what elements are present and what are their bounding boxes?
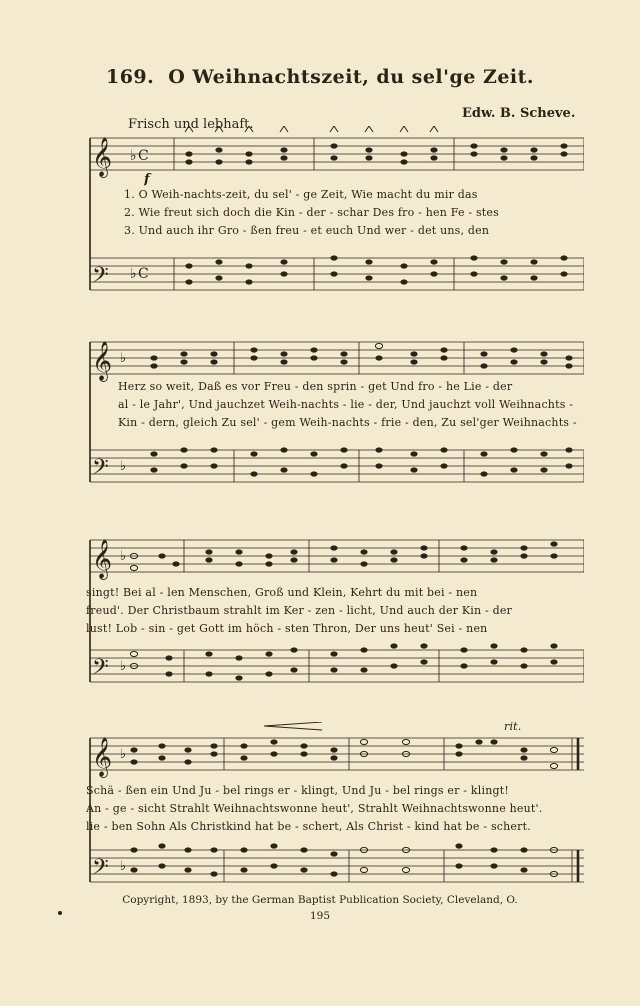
svg-text:♭: ♭ (130, 266, 137, 282)
svg-text:𝄞: 𝄞 (92, 737, 113, 777)
svg-text:C: C (138, 266, 149, 282)
lyric-line-2: An - ge - sicht Strahlt Weihnachtswonne heut', Strahlt Weihnachtswonne heut'. (86, 802, 543, 815)
ritardando-marking: rit. (504, 720, 522, 733)
copyright-notice: Copyright, 1893, by the German Baptist Publication Society, Cleveland, O. (122, 894, 518, 906)
lyric-line-2: al - le Jahr', Und jauchzet Weih-nachts - lie - der, Und jauchzt voll Weihnachts - (118, 398, 574, 411)
hymn-title: O Weihnachtszeit, du sel'ge Zeit. (168, 66, 535, 88)
lyric-line-1: singt! Bei al - len Menschen, Groß und Klein, Kehrt du mit bei - nen (86, 586, 478, 599)
svg-text:♭: ♭ (120, 659, 127, 674)
music-system-1 (84, 126, 584, 306)
lyric-line-3: 3. Und auch ihr Gro - ßen freu - et euch Und wer - det uns, den (124, 224, 490, 237)
svg-text:𝄞: 𝄞 (92, 539, 113, 579)
svg-text:𝄞: 𝄞 (92, 341, 113, 381)
music-system-4 (84, 722, 584, 892)
music-system-2 (84, 330, 584, 500)
lyric-line-1: 1. O Weih-nachts-zeit, du sel' - ge Zeit, Wie macht du mir das (124, 188, 478, 201)
svg-text:♭: ♭ (120, 351, 127, 366)
hymn-number: 169. (105, 66, 155, 88)
staff-graphic (84, 330, 584, 500)
svg-text:𝄢: 𝄢 (92, 855, 109, 885)
lyric-line-1: Herz so weit, Daß es vor Freu - den sprin - get Und fro - he Lie - der (118, 380, 513, 393)
lyric-line-3: lust! Lob - sin - get Gott im höch - sten Thron, Der uns heut' Sei - nen (86, 622, 488, 635)
composer: Edw. B. Scheve. (462, 106, 576, 121)
svg-text:𝄢: 𝄢 (92, 455, 109, 485)
svg-text:𝄢: 𝄢 (92, 263, 109, 293)
tempo-marking: Frisch und lebhaft. (128, 117, 254, 132)
music-system-3 (84, 528, 584, 698)
svg-text:♭: ♭ (130, 148, 137, 164)
svg-text:♭: ♭ (120, 459, 127, 474)
svg-text:♭: ♭ (120, 549, 127, 564)
svg-text:𝄞: 𝄞 (92, 137, 113, 177)
svg-text:♭: ♭ (120, 747, 127, 762)
lyric-line-2: 2. Wie freut sich doch die Kin - der - schar Des fro - hen Fe - stes (124, 206, 499, 219)
lyric-line-1: Schä - ßen ein Und Ju - bel rings er - klingt, Und Ju - bel rings er - klingt! (86, 784, 509, 797)
svg-text:♭: ♭ (120, 859, 127, 874)
ink-dot (58, 911, 62, 915)
lyric-line-3: lie - ben Sohn Als Christkind hat be - schert, Als Christ - kind hat be - schert. (86, 820, 531, 833)
page-number: 195 (309, 910, 331, 922)
lyric-line-3: Kin - dern, gleich Zu sel' - gem Weih-nachts - frie - den, Zu sel'ger Weihnachts - (118, 416, 577, 429)
svg-text:C: C (138, 148, 149, 164)
dynamic-marking: f (144, 172, 150, 187)
svg-text:𝄢: 𝄢 (92, 655, 109, 685)
lyric-line-2: freud'. Der Christbaum strahlt im Ker - zen - licht, Und auch der Kin - der (86, 604, 512, 617)
hymn-title-line (0, 66, 640, 88)
